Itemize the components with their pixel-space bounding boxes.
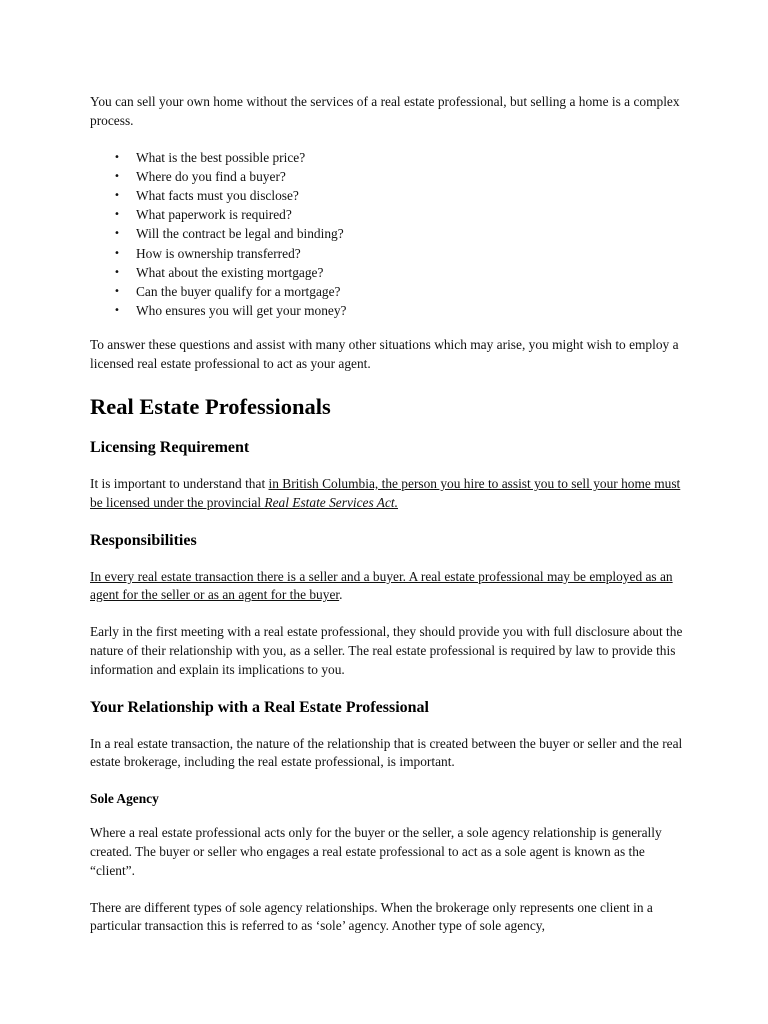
bullet-icon: • bbox=[114, 228, 120, 240]
list-item bbox=[90, 148, 685, 167]
list-item-text: How is ownership transferred? bbox=[136, 245, 301, 261]
list-item bbox=[90, 263, 685, 282]
responsibilities-underlined-text: In every real estate transaction there is a seller and a buyer. A real estate professional may be employed as an agent for the seller or as an agent for the buyer bbox=[90, 568, 673, 603]
intro-paragraph: You can sell your own home without the services of a real estate professional, but selling a home is a complex process. bbox=[90, 94, 680, 128]
list-item bbox=[90, 282, 685, 301]
list-item-text: Will the contract be legal and binding? bbox=[136, 226, 344, 242]
subheading-sole-agency: Sole Agency bbox=[90, 791, 159, 807]
sole-agency-paragraph-2: There are different types of sole agency relationships. When the brokerage only represents one client in a particular transaction this is referred to as ‘sole’ agency. Another type of sole agency, bbox=[90, 899, 653, 934]
agent-paragraph: To answer these questions and assist with many other situations which may arise, you might wish to employ a licensed real estate professional to act as your agent. bbox=[90, 337, 679, 372]
bullet-icon: • bbox=[114, 266, 120, 278]
list-item-text: Can the buyer qualify for a mortgage? bbox=[136, 284, 341, 300]
relationship-paragraph: In a real estate transaction, the nature of the relationship that is created between the buyer or seller and the real estate brokerage, including the real estate professional, is important. bbox=[90, 735, 683, 770]
bullet-icon: • bbox=[114, 209, 120, 221]
list-item-text: Who ensures you will get your money? bbox=[136, 303, 347, 319]
list-item-text: Where do you find a buyer? bbox=[136, 168, 286, 184]
list-item-text: What facts must you disclose? bbox=[136, 188, 299, 203]
licensing-text-plain: It is important to understand that bbox=[90, 476, 269, 492]
list-item-text: What about the existing mortgage? bbox=[136, 264, 324, 280]
licensing-paragraph bbox=[90, 475, 685, 513]
list-item bbox=[90, 244, 685, 263]
subheading-responsibilities: Responsibilities bbox=[90, 531, 197, 549]
disclosure-paragraph: Early in the first meeting with a real estate professional, they should provide you with full disclosure about the nature of their relationship with you, as a seller. The real estate professional is required by law to provide this information and explain its implications to you. bbox=[90, 624, 683, 677]
bullet-icon: • bbox=[114, 170, 120, 182]
subheading-your-relationship: Your Relationship with a Real Estate Professional bbox=[90, 698, 429, 716]
responsibilities-paragraph bbox=[90, 568, 685, 606]
list-item bbox=[90, 205, 685, 224]
list-item bbox=[90, 186, 685, 205]
sole-agency-paragraph-1: Where a real estate professional acts only for the buyer or the seller, a sole agency relationship is generally created. The buyer or seller who engages a real estate professional to act as a sole agent is known as the “client”. bbox=[90, 825, 662, 878]
licensing-underlined-text: in British Columbia, the person you hire to assist you to sell your home must be licensed under the provincial bbox=[90, 476, 681, 510]
questions-list bbox=[90, 148, 685, 321]
bullet-icon: • bbox=[114, 151, 120, 163]
section-heading-real-estate-professionals: Real Estate Professionals bbox=[90, 394, 331, 420]
act-name: Real Estate Services Act. bbox=[264, 494, 399, 510]
document-body bbox=[90, 93, 685, 954]
responsibilities-period: . bbox=[339, 587, 343, 603]
bullet-icon: • bbox=[114, 247, 120, 259]
bullet-icon: • bbox=[114, 305, 120, 317]
list-item bbox=[90, 167, 685, 186]
list-item bbox=[90, 224, 685, 243]
subheading-licensing-requirement: Licensing Requirement bbox=[90, 439, 250, 457]
bullet-icon: • bbox=[114, 190, 120, 201]
bullet-icon: • bbox=[114, 286, 120, 298]
list-item-text: What is the best possible price? bbox=[136, 149, 306, 165]
list-item bbox=[90, 301, 685, 320]
list-item-text: What paperwork is required? bbox=[136, 207, 292, 223]
